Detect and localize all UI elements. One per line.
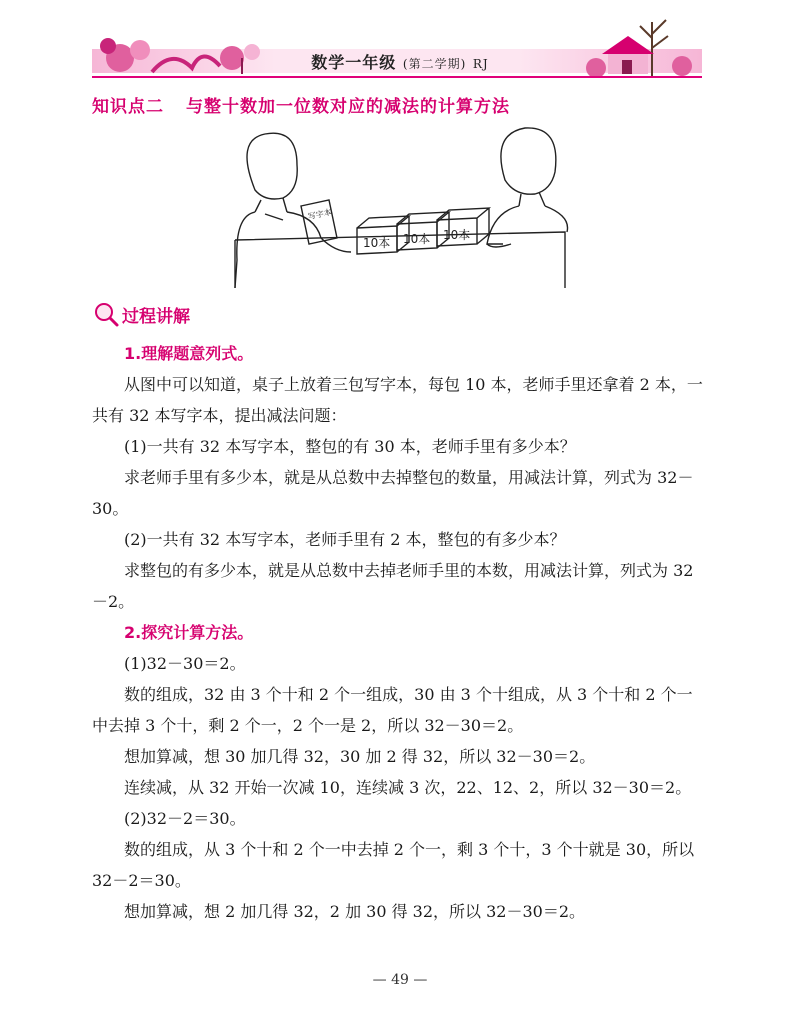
- page-header: [0, 0, 800, 90]
- paragraph: (2)一共有 32 本写字本，老师手里有 2 本，整包的有多少本？: [124, 530, 566, 549]
- page-number: — 49 —: [372, 972, 428, 988]
- step-heading: 2.探究计算方法。: [124, 623, 254, 642]
- paragraph: 求整包的有多少本，就是从总数中去掉老师手里的本数，用减法计算，列式为 32－2。: [92, 561, 694, 611]
- box-label-1: 10本: [363, 236, 391, 250]
- box-label-3: 10本: [443, 228, 471, 242]
- paragraph: 数的组成，从 3 个十和 2 个一中去掉 2 个一，剩 3 个十，3 个十就是 30，所以 32－2＝30。: [92, 840, 695, 890]
- classroom-illustration: [225, 120, 575, 292]
- section-heading: [92, 92, 510, 117]
- paragraph: 从图中可以知道，桌子上放着三包写字本，每包 10 本，老师手里还拿着 2 本，一共有 32 本写字本，提出减法问题：: [92, 375, 703, 425]
- paragraph: 连续减，从 32 开始一次减 10，连续减 3 次，22、12、2，所以 32－30＝2。: [124, 778, 692, 797]
- paragraph: (2)32－2＝30。: [124, 809, 246, 828]
- book-subtitle: (第二学期): [402, 57, 467, 71]
- paragraph: 数的组成，32 由 3 个十和 2 个一组成，30 由 3 个十组成，从 3 个十和 2 个一中去掉 3 个十，剩 2 个一，2 个一是 2，所以 32－30＝2。: [92, 685, 693, 735]
- magnifier-icon: [92, 300, 120, 328]
- book-edition: RJ: [472, 57, 489, 71]
- explanation-body: [92, 338, 707, 927]
- process-label: 过程讲解: [122, 307, 190, 327]
- book-label: 写字本: [307, 207, 333, 222]
- step-heading: 1.理解题意列式。: [124, 344, 254, 363]
- section-title: 与整十数加一位数对应的减法的计算方法: [186, 97, 510, 117]
- header-title: [0, 50, 800, 73]
- paragraph: 想加算减，想 30 加几得 32，30 加 2 得 32，所以 32－30＝2。: [124, 747, 596, 766]
- box-label-2: 10本: [403, 232, 431, 246]
- paragraph: (1)一共有 32 本写字本，整包的有 30 本，老师手里有多少本？: [124, 437, 576, 456]
- book-title: 数学一年级: [311, 53, 397, 72]
- header-rule: [92, 76, 702, 78]
- paragraph: 想加算减，想 2 加几得 32，2 加 30 得 32，所以 32－30＝2。: [124, 902, 586, 921]
- paragraph: (1)32－30＝2。: [124, 654, 246, 673]
- paragraph: 求老师手里有多少本，就是从总数中去掉整包的数量，用减法计算，列式为 32－30。: [92, 468, 694, 518]
- section-number: 知识点二: [92, 97, 164, 117]
